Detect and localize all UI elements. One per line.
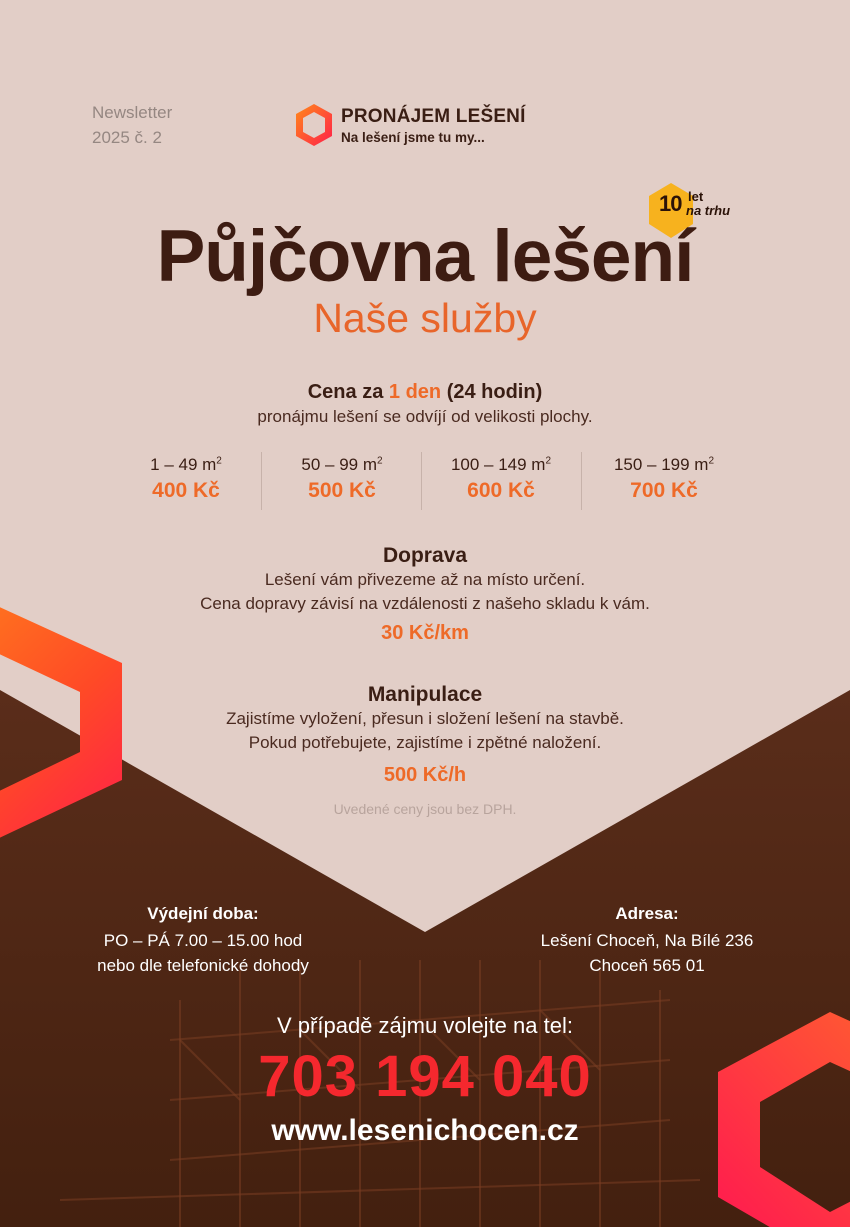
- price-tier: [421, 455, 581, 503]
- transport-line2: Cena dopravy závisí na vzdálenosti z našeho skladu k vám.: [200, 594, 650, 613]
- handling-line1: Zajistíme vyložení, přesun i složení lešení na stavbě.: [226, 709, 624, 728]
- phone-number[interactable]: 703 194 040: [258, 1044, 592, 1109]
- newsletter-line1: Newsletter: [92, 103, 173, 122]
- tier-price: 500 Kč: [308, 479, 376, 502]
- pricing-heading-suffix: (24 hodin): [441, 381, 543, 403]
- pricing-heading: [0, 381, 850, 404]
- address-line1: Lešení Choceň, Na Bílé 236: [540, 931, 754, 950]
- newsletter-label: [92, 100, 172, 150]
- newsletter-issue: 2025 č. 2: [92, 128, 162, 147]
- price-tier: [262, 455, 422, 503]
- vat-note: Uvedené ceny jsou bez DPH.: [333, 801, 517, 817]
- tier-divider: [581, 452, 582, 510]
- opening-hours: [38, 904, 368, 978]
- tier-area: 150 – 199 $m^2$: [613, 455, 715, 474]
- address-line2: Choceň 565 01: [589, 956, 705, 975]
- badge-text-line1: let: [688, 189, 704, 204]
- handling-title: Manipulace: [367, 683, 483, 706]
- page-subtitle: Naše služby: [313, 295, 537, 341]
- pricing-subtext: pronájmu lešení se odvíjí od velikosti plochy.: [257, 407, 593, 426]
- address-block: [482, 904, 812, 978]
- tier-price: 400 Kč: [152, 479, 220, 502]
- company-logo: [294, 102, 574, 152]
- call-to-action: V případě zájmu volejte na tel:: [277, 1013, 573, 1038]
- tier-area: 100 – 149 $m^2$: [450, 455, 552, 474]
- hours-line1: PO – PÁ 7.00 – 15.00 hod: [103, 931, 303, 950]
- logo-title: PRONÁJEM LEŠENÍ: [341, 106, 526, 127]
- badge-number: 10: [659, 191, 682, 216]
- price-tier: [106, 455, 266, 503]
- hours-line2: nebo dle telefonické dohody: [97, 956, 309, 975]
- logo-tagline: Na lešení jsme tu my...: [341, 130, 485, 145]
- transport-price: 30 Kč/km: [381, 622, 469, 644]
- website-link[interactable]: www.lesenichocen.cz: [271, 1114, 579, 1147]
- transport-title: Doprava: [382, 544, 468, 567]
- page-title: Půjčovna lešení: [156, 216, 694, 297]
- hours-title: Výdejní doba:: [147, 904, 259, 923]
- handling-line2: Pokud potřebujete, zajistíme i zpětné naložení.: [248, 733, 602, 752]
- handling-price: 500 Kč/h: [383, 764, 467, 786]
- tier-area: 1 – 49 $m^2$: [150, 455, 222, 474]
- transport-line1: Lešení vám přivezeme až na místo určení.: [264, 570, 586, 589]
- pricing-heading-highlight: 1 den: [388, 381, 442, 403]
- price-tier: [584, 455, 744, 503]
- tier-area: 50 – 99 $m^2$: [301, 455, 383, 474]
- address-title: Adresa:: [615, 904, 679, 923]
- pricing-heading-prefix: Cena za: [307, 381, 389, 403]
- tier-price: 700 Kč: [630, 479, 698, 502]
- badge-text-line2: na trhu: [686, 203, 731, 218]
- tier-price: 600 Kč: [467, 479, 535, 502]
- hexagon-logo-icon: [294, 102, 334, 148]
